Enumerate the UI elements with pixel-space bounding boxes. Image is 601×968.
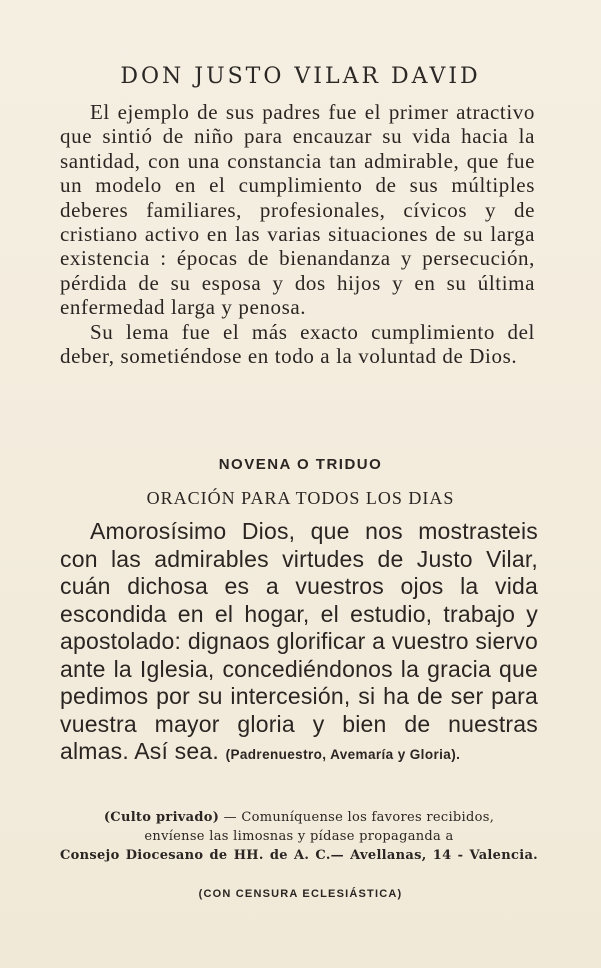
footer-line: envíense las limosnas y pídase propaganda a xyxy=(144,829,454,844)
footer-address: Consejo Diocesano de HH. de A. C.— Avellanas, 14 - Valencia. xyxy=(60,848,538,863)
page-title: DON JUSTO VILAR DAVID xyxy=(120,64,481,89)
novena-heading: NOVENA O TRIDUO xyxy=(218,456,383,473)
prayer-text xyxy=(60,518,538,769)
prayer-note: (Padrenuestro, Avemaría y Gloria). xyxy=(225,747,461,762)
biography xyxy=(60,100,535,368)
footer xyxy=(60,808,538,865)
bio-paragraph: Su lema fue el más exacto cumplimiento del deber, sometiéndose en todo a la voluntad de Dios. xyxy=(60,319,535,369)
footer-line xyxy=(60,808,538,827)
bio-paragraph: El ejemplo de sus padres fue el primer atractivo que sintió de niño para encauzar su vida hacia la santidad, con una constancia tan admirable, que fue un modelo en el cumplimiento de sus múltiples deberes familiares, profesionales, cívicos y de cristiano activo en las varias situaciones de su larga existencia : épocas de bienandanza y persecución, pérdida de su esposa y dos hijos y en su última enfermedad larga y penosa. xyxy=(60,100,535,320)
oracion-heading: ORACIÓN PARA TODOS LOS DIAS xyxy=(146,488,455,508)
prayer-body: Amorosísimo Dios, que nos mostrasteis con las admirables virtudes de Justo Vilar, cuán dichosa es a vuestros ojos la vida escondida en el hogar, el estudio, trabajo y apostolado: dignaos glorificar a vuestro siervo ante la Iglesia, concediéndonos la gracia que pedimos por su intercesión, si ha de ser para vuestra mayor gloria y bien de nuestras almas. Así sea. xyxy=(60,518,538,764)
culto-privado: (Culto privado) xyxy=(103,810,220,825)
censura-note: (CON CENSURA ECLESIÁSTICA) xyxy=(198,888,403,900)
footer-text: — Comuníquense los favores recibidos, xyxy=(219,810,495,825)
